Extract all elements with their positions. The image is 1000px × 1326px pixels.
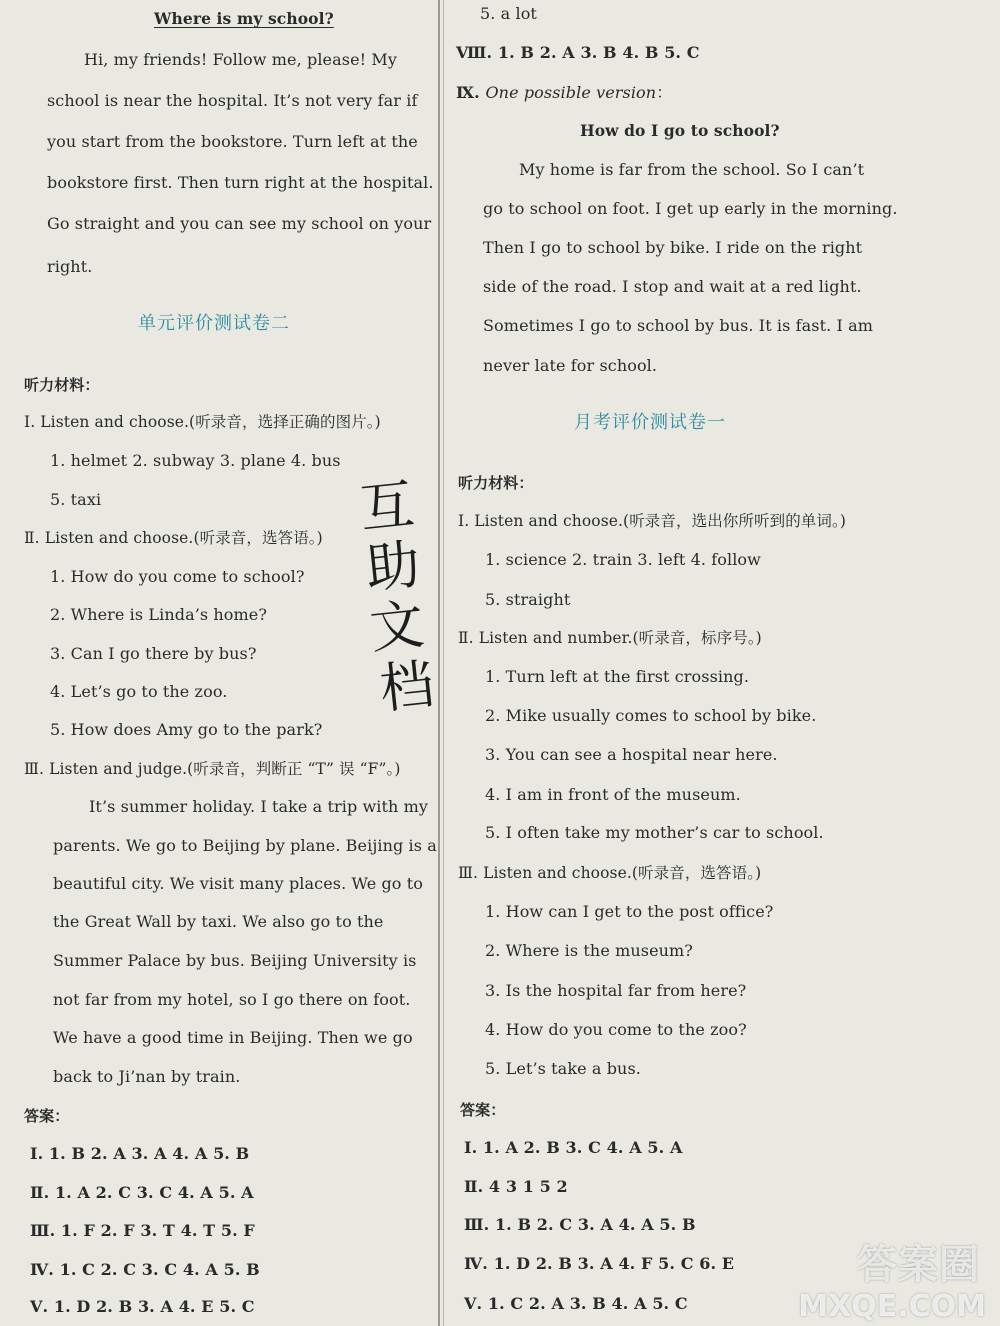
answer-line: Ⅷ. 1. B 2. A 3. B 4. B 5. C	[456, 43, 700, 62]
section-title: 单元评价测试卷二	[138, 313, 290, 334]
question-item: 5. I often take my mother’s car to school.	[485, 823, 824, 842]
question-heading: Ⅲ. Listen and judge.(听录音，判断正 “T” 误 “F”。)	[24, 760, 401, 778]
answer-line: Ⅳ. 1. C 2. C 3. C 4. A 5. B	[30, 1260, 260, 1279]
essay-line: side of the road. I stop and wait at a red light.	[483, 277, 862, 296]
question-item: 3. Can I go there by bus?	[50, 644, 257, 663]
question-item: 4. How do you come to the zoo?	[485, 1020, 747, 1039]
handwritten-char: 助	[362, 532, 424, 601]
passage-line: Hi, my friends! Follow me, please! My	[84, 50, 397, 69]
answer-line: Ⅲ. 1. F 2. F 3. T 4. T 5. F	[30, 1221, 255, 1240]
answer-italic: One possible version	[485, 83, 657, 102]
watermark-logo: 答案圈	[857, 1242, 980, 1288]
answer-colon: ：	[656, 83, 673, 102]
question-line: 1. science 2. train 3. left 4. follow	[485, 550, 761, 569]
essay-line: My home is far from the school. So I can’t	[519, 160, 865, 179]
passage-line: right.	[47, 257, 93, 276]
answer-line: Ⅴ. 1. C 2. A 3. B 4. A 5. C	[464, 1294, 688, 1313]
question-item: 2. Where is Linda’s home?	[50, 605, 268, 624]
passage-line: beautiful city. We visit many places. We go to	[53, 874, 423, 893]
question-line: 5. straight	[485, 590, 571, 609]
question-heading: Ⅰ. Listen and choose.(听录音，选出你所听到的单词。)	[458, 512, 846, 530]
question-heading: Ⅲ. Listen and choose.(听录音，选答语。)	[458, 864, 762, 882]
section-title: 月考评价测试卷一	[574, 412, 726, 433]
passage-line: not far from my hotel, so I go there on foot.	[53, 990, 411, 1009]
answer-line: Ⅳ. 1. D 2. B 3. A 4. F 5. C 6. E	[464, 1254, 735, 1273]
passage-title: Where is my school?	[154, 9, 334, 28]
question-item: 2. Mike usually comes to school by bike.	[485, 706, 817, 725]
column-divider-inner	[443, 0, 444, 1326]
passage-line: back to Ji’nan by train.	[53, 1067, 241, 1086]
question-item: 5. How does Amy go to the park?	[50, 720, 323, 739]
answer-line: Ⅴ. 1. D 2. B 3. A 4. E 5. C	[30, 1297, 255, 1316]
essay-title: How do I go to school?	[580, 121, 780, 140]
passage-line: the Great Wall by taxi. We also go to the	[53, 912, 384, 931]
handwritten-char: 文	[366, 592, 428, 661]
handwritten-char: 档	[376, 652, 438, 721]
question-item: 1. Turn left at the first crossing.	[485, 667, 750, 686]
passage-line: bookstore first. Then turn right at the hospital.	[47, 173, 434, 192]
essay-line: Then I go to school by bike. I ride on the right	[483, 238, 863, 257]
passage-line: Summer Palace by bus. Beijing University is	[53, 951, 417, 970]
answer-line: Ⅰ. 1. A 2. B 3. C 4. A 5. A	[464, 1138, 683, 1157]
watermark-url: MXQE.COM	[798, 1289, 986, 1324]
passage-line: It’s summer holiday. I take a trip with my	[89, 797, 429, 816]
answer-line: 5. a lot	[480, 4, 537, 23]
question-line: 5. taxi	[50, 490, 102, 509]
question-heading: Ⅱ. Listen and choose.(听录音，选答语。)	[24, 529, 323, 547]
question-item: 3. You can see a hospital near here.	[485, 745, 778, 764]
column-divider	[438, 0, 440, 1326]
passage-line: parents. We go to Beijing by plane. Beijing is a	[53, 836, 437, 855]
essay-line: never late for school.	[483, 356, 658, 375]
answer-line: Ⅱ. 4 3 1 5 2	[464, 1177, 568, 1196]
answer-line	[456, 82, 672, 104]
passage-line: school is near the hospital. It’s not very far if	[47, 91, 418, 110]
essay-line: Sometimes I go to school by bus. It is fast. I am	[483, 316, 874, 335]
passage-line: Go straight and you can see my school on your	[47, 214, 432, 233]
question-item: 2. Where is the museum?	[485, 941, 693, 960]
listening-label: 听力材料：	[24, 376, 100, 394]
answers-label: 答案：	[460, 1101, 506, 1119]
question-item: 4. I am in front of the museum.	[485, 785, 741, 804]
answers-label: 答案：	[24, 1107, 70, 1125]
question-item: 4. Let’s go to the zoo.	[50, 682, 228, 701]
question-item: 3. Is the hospital far from here?	[485, 981, 747, 1000]
question-heading: Ⅱ. Listen and number.(听录音，标序号。)	[458, 629, 762, 647]
essay-line: go to school on foot. I get up early in the morning.	[483, 199, 898, 218]
question-item: 1. How can I get to the post office?	[485, 902, 774, 921]
answer-line: Ⅱ. 1. A 2. C 3. C 4. A 5. A	[30, 1183, 254, 1202]
passage-line: you start from the bookstore. Turn left at the	[47, 132, 418, 151]
question-line: 1. helmet 2. subway 3. plane 4. bus	[50, 451, 341, 470]
question-item: 1. How do you come to school?	[50, 567, 305, 586]
question-item: 5. Let’s take a bus.	[485, 1059, 641, 1078]
answer-line: Ⅰ. 1. B 2. A 3. A 4. A 5. B	[30, 1144, 250, 1163]
passage-line: We have a good time in Beijing. Then we go	[53, 1028, 413, 1047]
answer-line: Ⅲ. 1. B 2. C 3. A 4. A 5. B	[464, 1215, 696, 1234]
handwritten-char: 互	[356, 472, 418, 541]
listening-label: 听力材料：	[458, 474, 534, 492]
answer-number: Ⅸ.	[456, 83, 486, 102]
question-heading: Ⅰ. Listen and choose.(听录音，选择正确的图片。)	[24, 413, 381, 431]
